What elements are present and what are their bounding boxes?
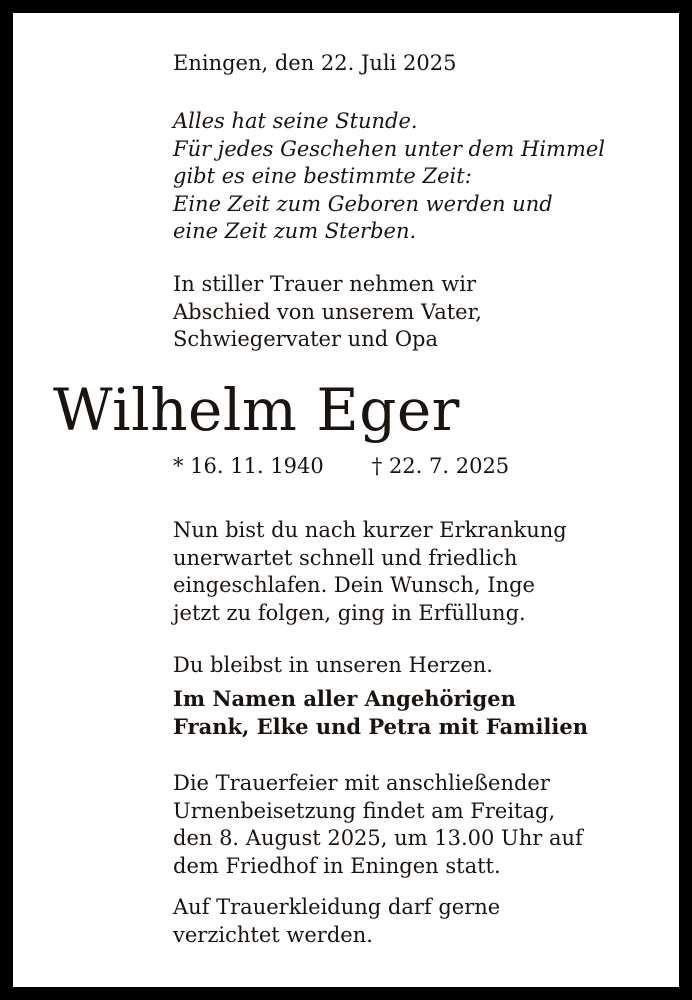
place-date bbox=[173, 50, 653, 78]
verse bbox=[173, 108, 653, 246]
signers bbox=[173, 685, 653, 740]
service-info bbox=[173, 770, 653, 880]
message-line: eingeschlafen. Dein Wunsch, Inge bbox=[173, 573, 535, 597]
birth-date: * 16. 11. 1940 bbox=[173, 454, 324, 478]
message-text bbox=[173, 517, 653, 627]
intro-line: Schwiegervater und Opa bbox=[173, 327, 439, 351]
intro-line: In stiller Trauer nehmen wir bbox=[173, 272, 476, 296]
verse-line: Alles hat seine Stunde. bbox=[173, 109, 418, 133]
verse-line: Eine Zeit zum Geboren werden und bbox=[173, 191, 553, 216]
dress-note-line: Auf Trauerkleidung darf gerne bbox=[173, 895, 501, 919]
dress-note-line: verzichtet werden. bbox=[173, 922, 373, 947]
life-dates bbox=[173, 452, 509, 480]
verse-line: eine Zeit zum Sterben. bbox=[173, 219, 417, 243]
message-line: jetzt zu folgen, ging in Erfüllung. bbox=[173, 600, 526, 625]
place-date-text: Eningen, den 22. Juli 2025 bbox=[173, 51, 457, 75]
signer-line: Frank, Elke und Petra mit Familien bbox=[173, 713, 589, 739]
service-line: Die Trauerfeier mit anschließender bbox=[173, 771, 550, 795]
verse-line: gibt es eine bestimmte Zeit: bbox=[173, 164, 472, 188]
service-line: den 8. August 2025, um 13.00 Uhr auf bbox=[173, 826, 583, 850]
service-line: dem Friedhof in Eningen statt. bbox=[173, 853, 501, 878]
intro-text bbox=[173, 271, 653, 354]
message-line: Nun bist du nach kurzer Erkrankung bbox=[173, 518, 567, 542]
death-date: † 22. 7. 2025 bbox=[371, 454, 510, 478]
signer-line: Im Namen aller Angehörigen bbox=[173, 686, 516, 711]
heart-line bbox=[173, 652, 653, 680]
heart-line-text: Du bleibst in unseren Herzen. bbox=[173, 653, 493, 677]
verse-line: Für jedes Geschehen unter dem Himmel bbox=[173, 136, 606, 161]
deceased-name: Wilhelm Eger bbox=[53, 376, 460, 444]
intro-line: Abschied von unserem Vater, bbox=[173, 299, 482, 324]
message-line: unerwartet schnell und friedlich bbox=[173, 545, 518, 570]
service-line: Urnenbeisetzung findet am Freitag, bbox=[173, 798, 556, 823]
dress-note bbox=[173, 894, 653, 949]
